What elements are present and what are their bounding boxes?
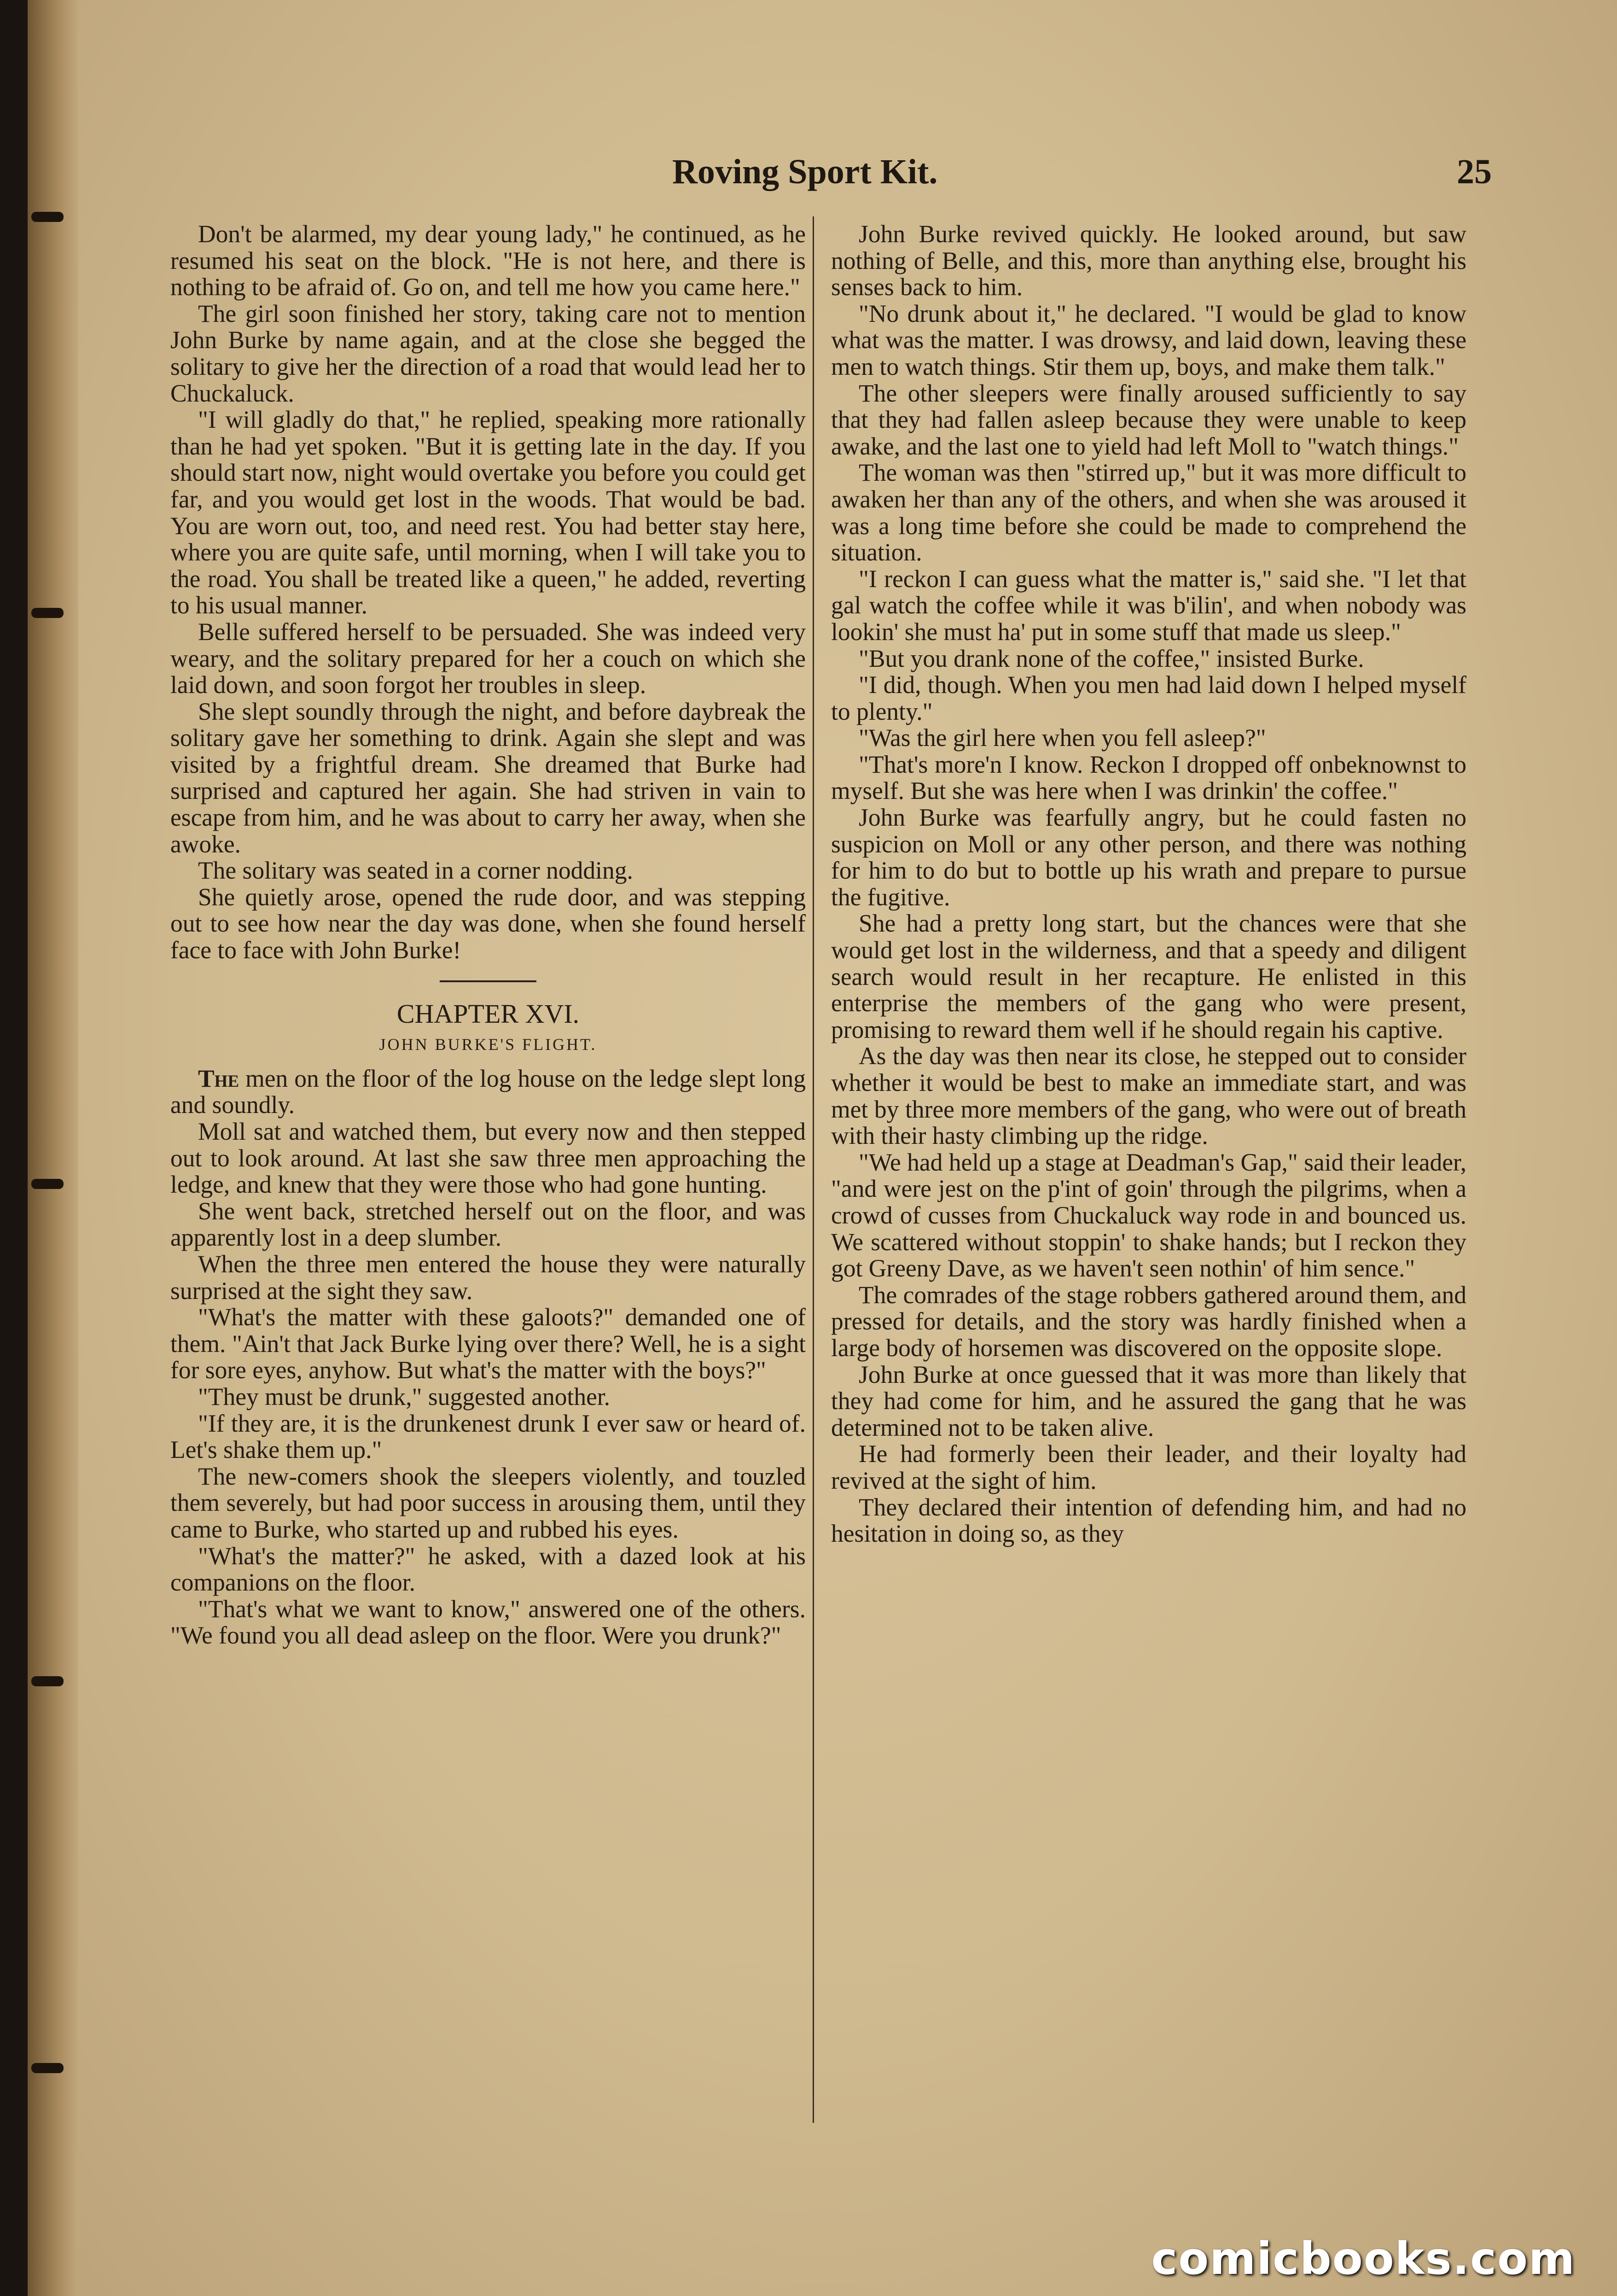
paragraph: "I reckon I can guess what the matter is," said she. "I let that gal watch the coffee while it was b'ilin', and when nobody was lookin' she must ha' put in some stuff that made us sleep." (831, 565, 1466, 646)
paragraph: "What's the matter?" he asked, with a dazed look at his companions on the floor. (170, 1542, 806, 1597)
column-divider (813, 216, 814, 2123)
chapter-first-word: The (198, 1064, 239, 1092)
paragraph: John Burke revived quickly. He looked around, but saw nothing of Belle, and this, more than anything else, brought his senses back to him. (831, 220, 1466, 301)
chapter-title: CHAPTER XVI. (396, 998, 580, 1029)
paragraph: They declared their intention of defending him, and had no hesitation in doing so, as they (831, 1493, 1466, 1548)
left-paragraphs-after-chapter (170, 1119, 806, 1649)
paragraph: She had a pretty long start, but the chances were that she would get lost in the wilderness, and that a speedy and diligent search would result in her recapture. He enlisted in this enterprise the members of the gang who were present, promising to reward them well if he should regain his captive. (831, 909, 1466, 1043)
paragraph: He had formerly been their leader, and their loyalty had revived at the sight of him. (831, 1440, 1466, 1494)
binding-stitch (31, 212, 64, 222)
chapter-opening-paragraph (170, 1066, 806, 1119)
paragraph: John Burke was fearfully angry, but he could fasten no suspicion on Moll or any other person, and there was nothing for him to do but to bottle up his wrath and prepare to pursue the fugitive. (831, 804, 1466, 911)
right-column (831, 221, 1466, 1547)
binding-stitch (31, 2063, 64, 2073)
paragraph: "That's what we want to know," answered one of the others. "We found you all dead asleep on the floor. Were you drunk?" (170, 1595, 806, 1649)
left-paragraphs-before-chapter (170, 221, 806, 964)
paragraph: As the day was then near its close, he stepped out to consider whether it would be best to make an immediate start, and was met by three more members of the gang, who were out of breath with their hasty climbing up the ridge. (831, 1042, 1466, 1150)
watermark: comicbooks.com (1151, 2233, 1576, 2284)
paragraph: "I did, though. When you men had laid down I helped myself to plenty." (831, 671, 1466, 725)
paragraph: Belle suffered herself to be persuaded. She was indeed very weary, and the solitary prepared for her a couch on which she laid down, and soon forgot her troubles in sleep. (170, 618, 806, 699)
paragraph: The solitary was seated in a corner nodding. (198, 857, 633, 885)
paragraph: The new-comers shook the sleepers violently, and touzled them severely, but had poor success in arousing them, until they came to Burke, who started up and rubbed his eyes. (170, 1462, 806, 1543)
left-column (170, 221, 806, 1649)
running-title: Roving Sport Kit. (672, 152, 938, 191)
paragraph: "They must be drunk," suggested another. (198, 1382, 611, 1410)
paragraph: "Was the girl here when you fell asleep?" (859, 724, 1266, 752)
book-page (28, 0, 1617, 2296)
right-paragraphs (831, 221, 1466, 1547)
page-number: 25 (1457, 152, 1492, 191)
chapter-subtitle: JOHN BURKE'S FLIGHT. (379, 1035, 597, 1054)
paragraph: John Burke at once guessed that it was more than likely that they had come for him, and he assured the gang that he was determined not to be taken alive. (831, 1360, 1466, 1441)
paragraph: The girl soon finished her story, taking care not to mention John Burke by name again, and at the close she begged the solitary to give her the direction of a road that would lead her to Chuckaluck. (170, 299, 806, 407)
paragraph: "That's more'n I know. Reckon I dropped off onbeknownst to myself. But she was here when I was drinkin' the coffee." (831, 750, 1466, 805)
paragraph: The comrades of the stage robbers gathered around them, and pressed for details, and the story was hardly finished when a large body of horsemen was discovered on the opposite slope. (831, 1281, 1466, 1362)
paragraph: Moll sat and watched them, but every now and then stepped out to look around. At last she saw three men approaching the ledge, and knew that they were those who had gone hunting. (170, 1118, 806, 1199)
paragraph: She slept soundly through the night, and before daybreak the solitary gave her something to drink. Again she slept and was visited by a frightful dream. She dreamed that Burke had surprised and captured her again. She had striven in vain to escape from him, and he was about to carry her away, when she awoke. (170, 697, 806, 858)
page-binding (28, 0, 78, 2296)
paragraph: Don't be alarmed, my dear young lady," he continued, as he resumed his seat on the block. "He is not here, and there is nothing to be afraid of. Go on, and tell me how you came here." (170, 220, 806, 301)
paragraph: When the three men entered the house they were naturally surprised at the sight they saw. (170, 1250, 806, 1305)
binding-stitch (31, 1179, 64, 1189)
binding-stitch (31, 1676, 64, 1686)
paragraph: "But you drank none of the coffee," insisted Burke. (859, 644, 1364, 672)
paragraph: "I will gladly do that," he replied, speaking more rationally than he had yet spoken. "But it is getting late in the day. If you should start now, night would overtake you before you could get far, and you would get lost in the woods. That would be bad. You are worn out, too, and need rest. You had better stay here, where you are quite safe, until morning, when I will take you to the road. You shall be treated like a queen," he added, reverting to his usual manner. (170, 406, 806, 619)
paragraph: The woman was then "stirred up," but it was more difficult to awaken her than any of the others, and when she was aroused it was a long time before she could be made to comprehend the situation. (831, 459, 1466, 566)
paragraph: The other sleepers were finally aroused sufficiently to say that they had fallen asleep because they were unable to keep awake, and the last one to yield had left Moll to "watch things." (831, 379, 1466, 460)
chapter-first-rest: men on the floor of the log house on the ledge slept long and soundly. (170, 1064, 806, 1119)
paragraph: "We had held up a stage at Deadman's Gap," said their leader, "and were jest on the p'int of goin' through the pilgrims, when a crowd of cusses from Chuckaluck way rode in and bounced us. We scattered without stoppin' to shake hands; but I reckon they got Greeny Dave, as we haven't seen nothin' of him sence." (831, 1148, 1466, 1282)
paragraph: "If they are, it is the drunkenest drunk I ever saw or heard of. Let's shake them up." (170, 1409, 806, 1464)
paragraph: She went back, stretched herself out on the floor, and was apparently lost in a deep slumber. (170, 1197, 806, 1252)
paragraph: "No drunk about it," he declared. "I would be glad to know what was the matter. I was drowsy, and laid down, leaving these men to watch things. Stir them up, boys, and make them talk." (831, 299, 1466, 380)
paragraph: "What's the matter with these galoots?" demanded one of them. "Ain't that Jack Burke lying over there? Well, he is a sight for sore eyes, anyhow. But what's the matter with the boys?" (170, 1303, 806, 1384)
paragraph: She quietly arose, opened the rude door, and was stepping out to see how near the day was done, when she found herself face to face with John Burke! (170, 883, 806, 964)
chapter-rule (440, 980, 536, 982)
binding-stitch (31, 608, 64, 618)
